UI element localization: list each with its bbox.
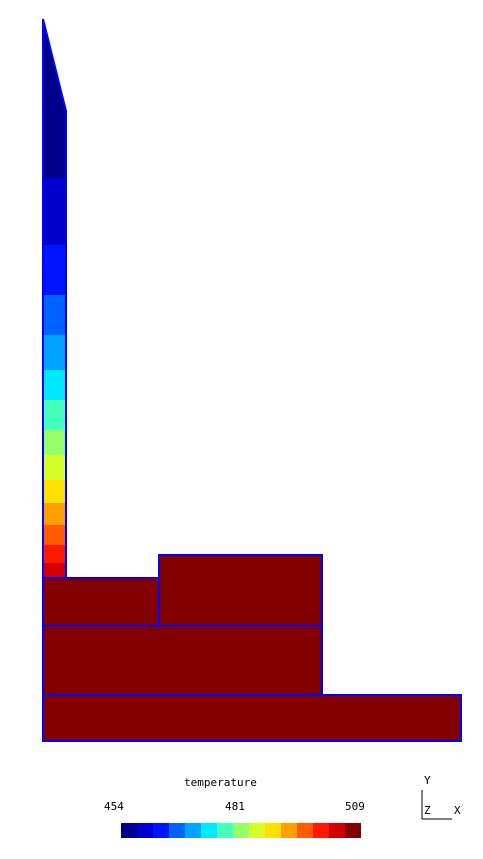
legend-swatch xyxy=(265,823,281,838)
legend-color-bar xyxy=(121,823,361,838)
wall-band xyxy=(43,335,66,370)
middle-block xyxy=(43,626,322,695)
left-upper-block xyxy=(43,578,159,626)
legend-swatch xyxy=(137,823,153,838)
legend-max-label: 509 xyxy=(345,800,365,813)
legend-swatch xyxy=(281,823,297,838)
wall-band xyxy=(43,370,66,400)
wall-band xyxy=(43,430,66,455)
legend-swatch xyxy=(329,823,345,838)
wall-band xyxy=(43,480,66,503)
legend-swatch xyxy=(185,823,201,838)
wall-band xyxy=(43,400,66,430)
legend-mid-label: 481 xyxy=(225,800,245,813)
legend-swatch xyxy=(121,823,137,838)
legend-swatch xyxy=(217,823,233,838)
legend-min-label: 454 xyxy=(104,800,124,813)
wall-band xyxy=(43,525,66,545)
y-axis-label: Y xyxy=(424,774,431,787)
legend-swatch xyxy=(169,823,185,838)
bottom-base-block xyxy=(43,695,461,741)
legend-swatch xyxy=(233,823,249,838)
wall-band xyxy=(43,545,66,563)
wall-band xyxy=(43,245,66,295)
legend-swatch xyxy=(313,823,329,838)
legend-swatch xyxy=(201,823,217,838)
right-upper-block xyxy=(159,555,322,626)
wall-band xyxy=(43,455,66,480)
legend-swatch xyxy=(153,823,169,838)
wall-band xyxy=(43,503,66,525)
z-axis-label: Z xyxy=(424,804,431,817)
wall-band xyxy=(43,178,66,245)
wall-band xyxy=(43,563,66,578)
legend-title: temperature xyxy=(184,776,257,789)
legend-swatch xyxy=(297,823,313,838)
x-axis-label: X xyxy=(454,804,461,817)
legend-swatch xyxy=(249,823,265,838)
wall-temperature-contours xyxy=(43,19,66,578)
legend-swatch xyxy=(345,823,361,838)
wall-band xyxy=(43,295,66,335)
